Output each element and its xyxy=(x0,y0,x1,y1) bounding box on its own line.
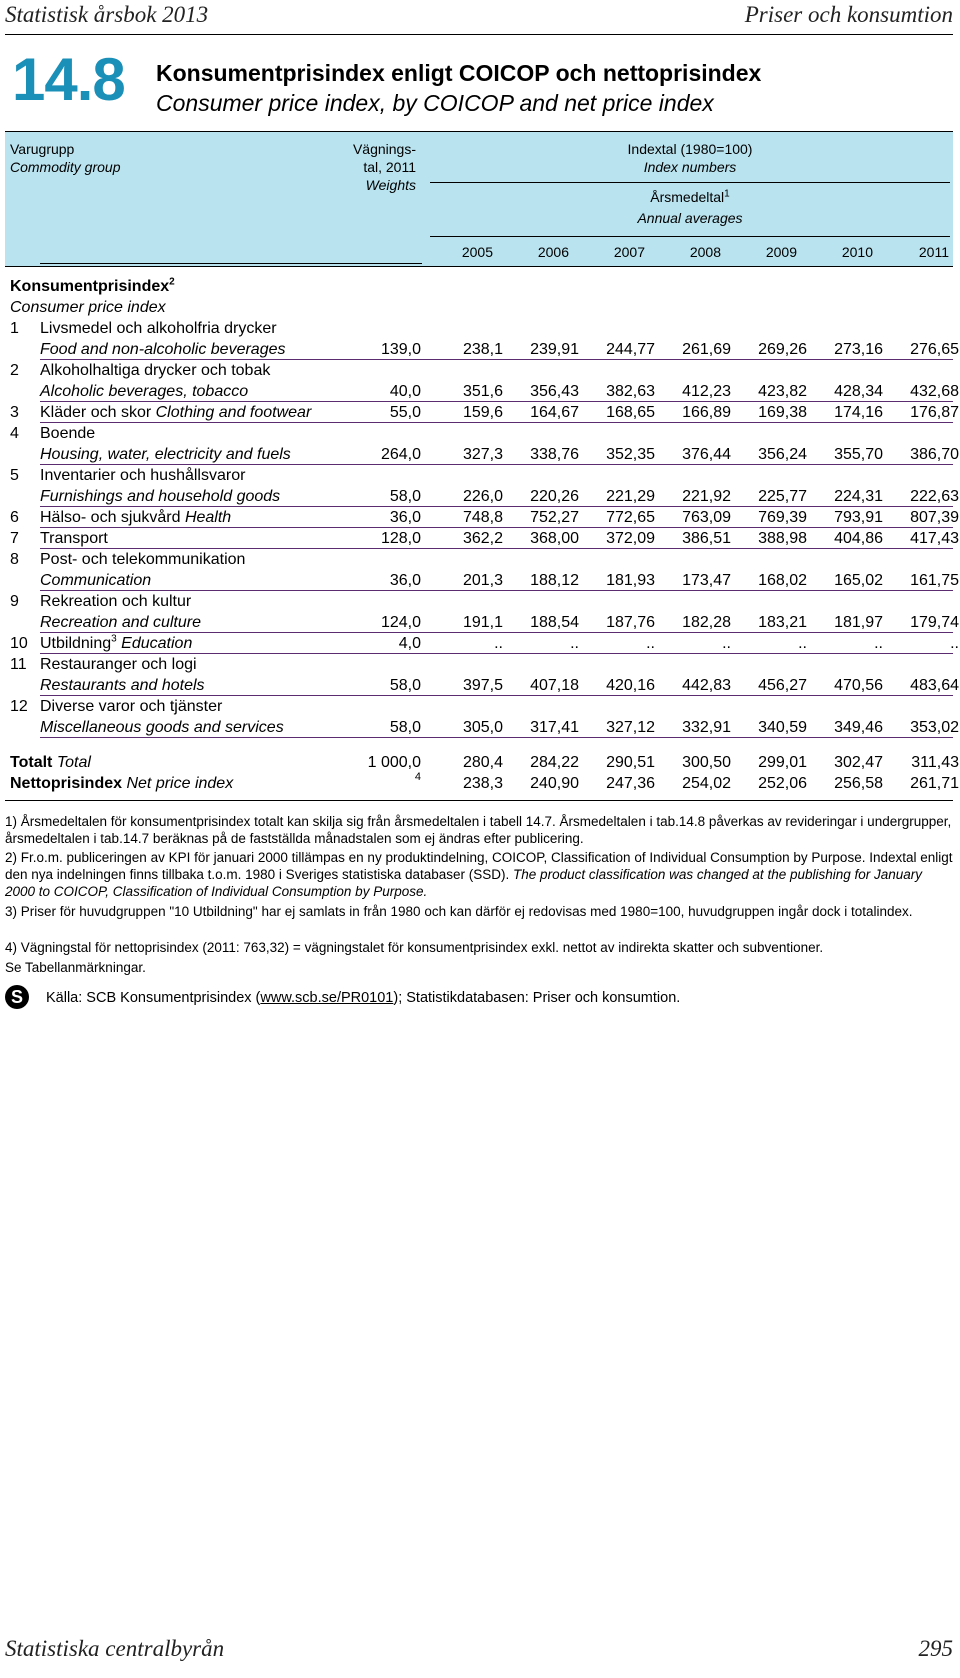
row-label xyxy=(40,696,222,717)
row-label-sv: Restauranger och logi xyxy=(40,656,197,673)
value-cell: 442,83 xyxy=(682,677,731,694)
value-cell: 181,97 xyxy=(834,614,883,631)
row-label-sv: Alkoholhaltiga drycker och tobak xyxy=(40,362,271,379)
row-label-en: Food and non-alcoholic beverages xyxy=(40,341,286,358)
section-title: Konsumentprisindex$^2$ xyxy=(10,276,175,295)
value-cell: 748,8 xyxy=(462,509,503,526)
value-cell: 261,71 xyxy=(910,775,959,792)
value-cell: 280,4 xyxy=(462,754,503,771)
value-cell: 182,28 xyxy=(682,614,731,631)
value-cell: 299,01 xyxy=(758,754,807,771)
year-2007: 2007 xyxy=(613,244,645,260)
year-2006: 2006 xyxy=(537,244,569,260)
weight-cell: 36,0 xyxy=(389,509,421,526)
value-cell: 428,34 xyxy=(834,383,883,400)
scb-logo-icon: S xyxy=(5,985,29,1009)
header-rule xyxy=(430,182,950,183)
row-label-en: Clothing and footwear xyxy=(155,404,312,421)
value-cell: 221,92 xyxy=(682,488,731,505)
row-number: 11 xyxy=(10,656,27,673)
row-footnote-ref: 3 xyxy=(111,633,117,645)
weight-cell: 264,0 xyxy=(380,446,421,463)
value-cell: 244,77 xyxy=(606,341,655,358)
weight-cell: 40,0 xyxy=(389,383,421,400)
total-label: Totalt Total xyxy=(10,754,91,771)
footer-publisher: Statistiska centralbyrån xyxy=(5,1636,225,1661)
value-cell: 763,09 xyxy=(682,509,731,526)
value-cell: 352,35 xyxy=(606,446,655,463)
row-label xyxy=(40,465,245,486)
row-label-sv: Diverse varor och tjänster xyxy=(40,698,223,715)
year-2011: 2011 xyxy=(918,244,949,260)
row-label xyxy=(40,654,197,675)
value-cell: 382,63 xyxy=(606,383,655,400)
value-cell: 225,77 xyxy=(758,488,807,505)
row-label-sv: Boende xyxy=(40,425,96,442)
value-cell: 752,27 xyxy=(530,509,579,526)
value-cell: 407,18 xyxy=(530,677,579,694)
value-cell: 221,29 xyxy=(606,488,655,505)
value-cell: 372,09 xyxy=(606,530,655,547)
weight-cell: 139,0 xyxy=(380,341,421,358)
table-title-english: Consumer price index, by COICOP and net price index xyxy=(156,90,714,116)
value-cell: 164,67 xyxy=(530,404,579,421)
value-cell: 340,59 xyxy=(758,719,807,736)
value-cell: 386,70 xyxy=(910,446,959,463)
weight-cell: 58,0 xyxy=(389,488,421,505)
row-label xyxy=(40,507,231,528)
value-cell: 191,1 xyxy=(462,614,503,631)
net-weight-footnote: 4 xyxy=(414,771,421,783)
value-cell: 256,58 xyxy=(834,775,883,792)
row-separator xyxy=(40,422,953,423)
col-index-sv: Indextal (1980=100) xyxy=(627,141,753,157)
running-header-right: Priser och konsumtion xyxy=(744,2,953,27)
table-title: Konsumentprisindex enligt COICOP och nettoprisindex xyxy=(156,60,762,86)
value-cell: 173,47 xyxy=(682,572,731,589)
year-2005: 2005 xyxy=(461,244,493,260)
value-cell: 368,00 xyxy=(530,530,579,547)
value-cell: 226,0 xyxy=(462,488,503,505)
col-weight-sv2: tal, 2011 xyxy=(363,159,416,175)
row-label-sv: Rekreation och kultur xyxy=(40,593,192,610)
value-cell: 168,65 xyxy=(606,404,655,421)
value-cell: 772,65 xyxy=(606,509,655,526)
value-cell: 432,68 xyxy=(910,383,959,400)
row-label-sv: Livsmedel och alkoholfria drycker xyxy=(40,320,277,337)
table-bottom-rule xyxy=(5,800,953,801)
value-cell: 338,76 xyxy=(530,446,579,463)
value-cell: 183,21 xyxy=(758,614,807,631)
value-cell: 290,51 xyxy=(606,754,655,771)
value-cell: 254,02 xyxy=(682,775,731,792)
value-cell: 311,43 xyxy=(911,754,959,771)
value-cell: .. xyxy=(646,635,655,652)
footnote-3: 3) Priser för huvudgruppen "10 Utbildning" har ej samlats in från 1980 och kan därför ej redovisas med 1980=100, huvudgruppen ingår dock i totalindex. xyxy=(5,904,913,919)
value-cell: .. xyxy=(494,635,503,652)
row-label-en: Miscellaneous goods and services xyxy=(40,719,284,736)
row-label-en: Housing, water, electricity and fuels xyxy=(40,446,291,463)
footnote-1: 1) Årsmedeltalen för konsumentprisindex totalt kan skilja sig från årsmedeltalen i tabell 14.7. Årsmedeltalen i tab.14.8 påverkas av revideringar i undergrupper, årsmedeltalen i tab.14.7 beräknas på de fastställda månadstalen som ej ändras efter publicering. xyxy=(5,814,952,846)
value-cell: 317,41 xyxy=(530,719,579,736)
row-number: 9 xyxy=(10,593,19,610)
source-link[interactable]: www.scb.se/PR0101 xyxy=(260,990,394,1006)
value-cell: 470,56 xyxy=(834,677,883,694)
row-label-sv: Inventarier och hushållsvaror xyxy=(40,467,246,484)
value-cell: 284,22 xyxy=(530,754,579,771)
row-label-sv: Post- och telekommunikation xyxy=(40,551,246,568)
row-label-en: Recreation and culture xyxy=(40,614,201,631)
value-cell: 239,91 xyxy=(530,341,579,358)
row-label-en: Communication xyxy=(40,572,152,589)
row-label-sv: Kläder och skor xyxy=(40,404,152,421)
weight-cell: 128,0 xyxy=(380,530,421,547)
year-2009: 2009 xyxy=(765,244,797,260)
value-cell: 355,70 xyxy=(834,446,883,463)
row-label xyxy=(40,591,191,612)
value-cell: 188,54 xyxy=(530,614,579,631)
value-cell: 807,39 xyxy=(910,509,959,526)
value-cell: 222,63 xyxy=(910,488,959,505)
value-cell: 327,12 xyxy=(606,719,655,736)
value-cell: 397,5 xyxy=(462,677,503,694)
value-cell: 300,50 xyxy=(682,754,731,771)
row-separator xyxy=(40,737,953,738)
value-cell: 161,75 xyxy=(910,572,959,589)
row-number: 6 xyxy=(10,509,19,526)
value-cell: .. xyxy=(950,635,959,652)
value-cell: 188,12 xyxy=(530,572,579,589)
value-cell: 388,98 xyxy=(758,530,807,547)
value-cell: .. xyxy=(874,635,883,652)
value-cell: 176,87 xyxy=(910,404,959,421)
net-label: Nettoprisindex Net price index xyxy=(10,775,234,792)
row-number: 3 xyxy=(10,404,19,421)
value-cell: .. xyxy=(722,635,731,652)
row-number: 7 xyxy=(10,530,19,547)
value-cell: 238,1 xyxy=(462,341,503,358)
value-cell: 187,76 xyxy=(606,614,655,631)
row-label xyxy=(40,549,245,570)
row-label xyxy=(40,633,192,654)
section-title-en: Consumer price index xyxy=(10,299,166,316)
row-label-en: Furnishings and household goods xyxy=(40,488,281,505)
col-group-en: Commodity group xyxy=(10,159,121,175)
col-weight-en: Weights xyxy=(365,177,416,193)
running-header xyxy=(5,0,953,35)
value-cell: 349,46 xyxy=(834,719,883,736)
row-label-en: Education xyxy=(121,635,193,652)
value-cell: 420,16 xyxy=(606,677,655,694)
running-header-left: Statistisk årsbok 2013 xyxy=(5,2,209,27)
value-cell: 376,44 xyxy=(682,446,731,463)
value-cell: 179,74 xyxy=(910,614,959,631)
value-cell: 261,69 xyxy=(682,341,731,358)
value-cell: 351,6 xyxy=(462,383,503,400)
row-label xyxy=(40,402,311,423)
value-cell: 362,2 xyxy=(462,530,503,547)
footnote-4: 4) Vägningstal för nettoprisindex (2011: 763,32) = vägningstalet för konsumentprisindex exkl. nettot av indirekta skatter och subventioner. xyxy=(5,940,824,955)
weight-cell: 58,0 xyxy=(389,677,421,694)
value-cell: 238,3 xyxy=(462,775,503,792)
value-cell: 269,26 xyxy=(758,341,807,358)
value-cell: 356,43 xyxy=(530,383,579,400)
row-label-en: Restaurants and hotels xyxy=(40,677,205,694)
row-number: 4 xyxy=(10,425,19,442)
row-label xyxy=(40,360,270,381)
value-cell: 483,64 xyxy=(910,677,959,694)
year-rule xyxy=(430,236,950,237)
page-number: 295 xyxy=(918,1636,953,1661)
row-number: 10 xyxy=(10,635,28,652)
weight-cell: 124,0 xyxy=(380,614,421,631)
col-group-sv: Varugrupp xyxy=(10,141,75,157)
row-number: 1 xyxy=(10,320,19,337)
value-cell: 168,02 xyxy=(758,572,807,589)
value-cell: .. xyxy=(570,635,579,652)
weight-cell: 36,0 xyxy=(389,572,421,589)
source-line: Källa: SCB Konsumentprisindex (www.scb.se/PR0101); Statistikdatabasen: Priser och konsumtion. xyxy=(46,990,681,1006)
value-cell: 159,6 xyxy=(462,404,503,421)
value-cell: 302,47 xyxy=(834,754,883,771)
value-cell: 174,16 xyxy=(834,404,883,421)
value-cell: 247,36 xyxy=(606,775,655,792)
row-number: 5 xyxy=(10,467,19,484)
row-label-en: Alcoholic beverages, tobacco xyxy=(40,383,249,400)
value-cell: 404,86 xyxy=(834,530,883,547)
row-label xyxy=(40,318,277,339)
value-cell: 201,3 xyxy=(462,572,503,589)
row-number: 8 xyxy=(10,551,19,568)
value-cell: 353,02 xyxy=(910,719,959,736)
weight-cell: 58,0 xyxy=(389,719,421,736)
value-cell: 327,3 xyxy=(462,446,503,463)
value-cell: 769,39 xyxy=(758,509,807,526)
value-cell: 181,93 xyxy=(606,572,655,589)
group-rule xyxy=(40,263,422,264)
value-cell: 165,02 xyxy=(834,572,883,589)
weight-cell: 55,0 xyxy=(389,404,421,421)
row-label-sv: Utbildning xyxy=(40,635,112,652)
value-cell: 386,51 xyxy=(682,530,731,547)
total-weight: 1 000,0 xyxy=(367,754,421,771)
value-cell: 305,0 xyxy=(462,719,503,736)
row-label-en: Health xyxy=(184,509,232,526)
value-cell: 166,89 xyxy=(682,404,731,421)
year-2008: 2008 xyxy=(689,244,721,260)
col-avg-en: Annual averages xyxy=(637,210,743,226)
value-cell: 332,91 xyxy=(682,719,731,736)
value-cell: 240,90 xyxy=(530,775,579,792)
value-cell: 793,91 xyxy=(834,509,883,526)
year-2010: 2010 xyxy=(841,244,873,260)
col-avg-sv: Årsmedeltal$^1$ xyxy=(650,188,730,205)
value-cell: 456,27 xyxy=(758,677,807,694)
row-label xyxy=(40,423,95,444)
value-cell: 169,38 xyxy=(758,404,807,421)
page-footer xyxy=(5,1636,953,1666)
value-cell: 423,82 xyxy=(758,383,807,400)
weight-cell: 4,0 xyxy=(398,635,421,652)
table-number: 14.8 xyxy=(12,46,125,113)
row-number: 12 xyxy=(10,698,28,715)
value-cell: 417,43 xyxy=(910,530,959,547)
value-cell: 276,65 xyxy=(910,341,959,358)
value-cell: 224,31 xyxy=(834,488,883,505)
value-cell: 273,16 xyxy=(834,341,883,358)
col-index-en: Index numbers xyxy=(643,159,737,175)
row-label xyxy=(40,528,108,549)
row-label-sv: Hälso- och sjukvård xyxy=(40,509,181,526)
value-cell: 252,06 xyxy=(758,775,807,792)
value-cell: 356,24 xyxy=(758,446,807,463)
footnote-2: 2) Fr.o.m. publiceringen av KPI för januari 2000 tillämpas en ny produktindelning, COICOP, Classification of Individual Consumption by Purpose. Indextal enligt den nya indelningen finns tillbaka t.o.m. 1980 i Sveriges statistiska databaser (SSD). The product classification was changed at the publishing for January 2000 to COICOP, Classification of Individual Consumption by Purpose. xyxy=(5,850,953,899)
col-weight-sv1: Vägnings- xyxy=(352,141,416,157)
footnote-see: Se Tabellanmärkningar. xyxy=(5,960,146,975)
row-label-sv: Transport xyxy=(40,530,108,547)
value-cell: 220,26 xyxy=(530,488,579,505)
value-cell: .. xyxy=(798,635,807,652)
row-number: 2 xyxy=(10,362,19,379)
value-cell: 412,23 xyxy=(682,383,731,400)
